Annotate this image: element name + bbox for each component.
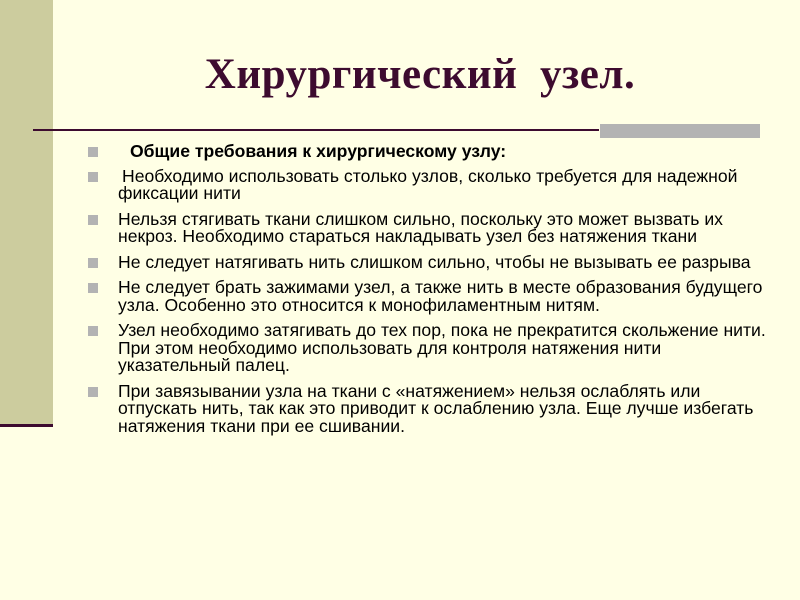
square-bullet-icon xyxy=(88,172,98,182)
list-item-text: При завязывании узла на ткани с «натяжением» нельзя ослаблять или отпускать нить, так как это приводит к ослаблению узла. Еще лучше избегать натяжения ткани при ее сшивании. xyxy=(118,380,754,436)
list-item-text: Не следует брать зажимами узел, а также нить в месте образования будущего узла. Особенно это относится к монофиламентным нитям. xyxy=(118,277,763,315)
list-item xyxy=(86,251,776,272)
title-underline xyxy=(33,129,599,131)
slide-title: Хирургический узел. xyxy=(204,51,636,98)
square-bullet-icon xyxy=(88,387,98,397)
list-item-text: Узел необходимо затягивать до тех пор, пока не прекратится скольжение нити. При этом необходимо использовать для контроля натяжения нити указательный палец. xyxy=(118,320,766,375)
list-item-text: Необходимо использовать столько узлов, сколько требуется для надежной фиксации нити xyxy=(118,165,738,203)
bullet-list xyxy=(86,143,776,443)
square-bullet-icon xyxy=(88,215,98,225)
list-item xyxy=(86,279,776,314)
square-bullet-icon xyxy=(88,326,98,336)
title-underline-block xyxy=(600,124,760,138)
list-item xyxy=(86,143,776,161)
list-item xyxy=(86,165,776,203)
list-item-text: Нельзя стягивать ткани слишком сильно, поскольку это может вызвать их некроз. Необходимо стараться накладывать узел без натяжения ткани xyxy=(118,208,723,246)
list-item xyxy=(86,322,776,375)
square-bullet-icon xyxy=(88,147,98,157)
list-item-text: Общие требования к хирургическому узлу: xyxy=(130,141,507,161)
square-bullet-icon xyxy=(88,283,98,293)
square-bullet-icon xyxy=(88,258,98,268)
decorative-side-line xyxy=(0,424,53,427)
list-item xyxy=(86,380,776,436)
list-item xyxy=(86,208,776,246)
list-item-text: Не следует натягивать нить слишком сильно, чтобы не вызывать ее разрыва xyxy=(118,251,751,272)
